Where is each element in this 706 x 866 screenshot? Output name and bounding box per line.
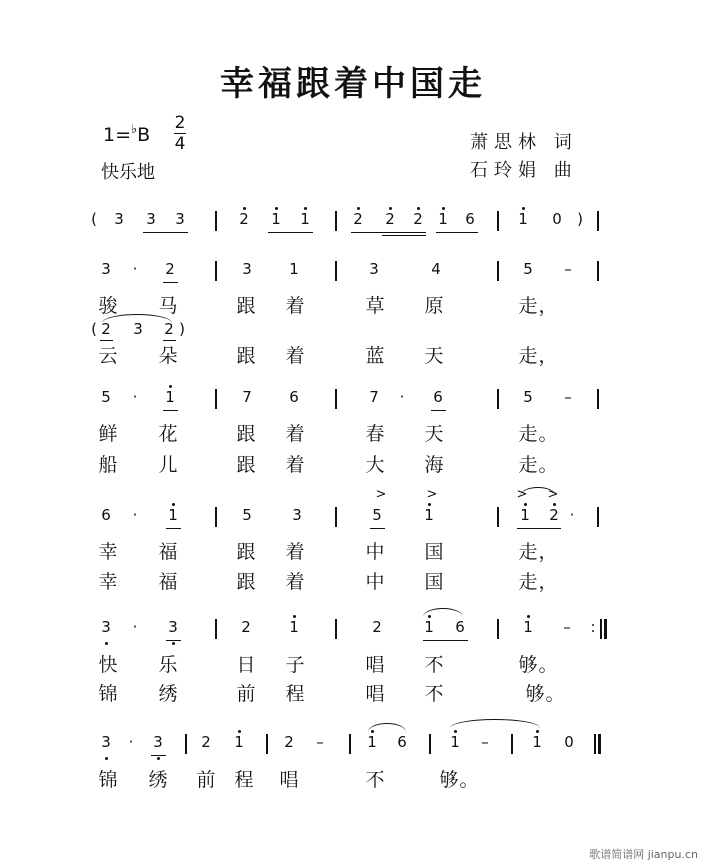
lyric-char: 海: [424, 454, 444, 476]
accent-mark: >: [375, 487, 387, 502]
thick-bar-line: [604, 619, 607, 639]
note: 1: [424, 506, 434, 524]
high-dot: [357, 207, 360, 210]
low-dot: [105, 642, 108, 645]
underline: [163, 282, 178, 283]
note: –: [564, 388, 572, 406]
bar-line: [511, 734, 513, 754]
bar-line: [215, 507, 217, 527]
underline: [351, 232, 426, 233]
lyric-char: 天: [424, 345, 444, 367]
bar-line: [335, 389, 337, 409]
note: 0: [552, 210, 562, 228]
slur: [450, 719, 540, 728]
note: 5: [242, 506, 252, 524]
note: (: [91, 320, 97, 338]
lyric-char: 程: [285, 683, 305, 705]
note: ·: [132, 388, 138, 406]
lyric-line-1: [0, 291, 706, 321]
lyric-char: 幸: [98, 571, 118, 593]
high-dot: [442, 207, 445, 210]
bar-line: [597, 389, 599, 409]
high-dot: [536, 730, 539, 733]
underline: [163, 410, 178, 411]
lyric-char: 跟: [236, 454, 256, 476]
note: 1: [289, 618, 299, 636]
slur: [423, 608, 463, 617]
note: 6: [289, 388, 299, 406]
note: 2: [372, 618, 382, 636]
bar-line: [335, 507, 337, 527]
lyric-char: ，: [538, 541, 558, 563]
underline: [436, 232, 478, 233]
bar-line: [597, 211, 599, 231]
lyric-line-5: [0, 537, 706, 567]
note: ·: [132, 618, 138, 636]
bar-line: [335, 619, 337, 639]
lyric-char: 。: [538, 654, 558, 676]
note: ·: [132, 260, 138, 278]
lyric-line-9: [0, 765, 706, 795]
lyric-line-7: [0, 650, 706, 680]
lyric-char: 走: [518, 295, 538, 317]
thick-bar-line: [598, 734, 601, 754]
note: ): [577, 210, 583, 228]
note: 3: [133, 320, 143, 338]
lyric-char: 原: [424, 295, 444, 317]
lyric-char: 中: [365, 571, 385, 593]
lyric-char: 跟: [236, 571, 256, 593]
note: –: [563, 618, 571, 636]
lyric-char: 走: [518, 423, 538, 445]
note: 2: [201, 733, 211, 751]
lyric-char: 天: [424, 423, 444, 445]
bar-line: [429, 734, 431, 754]
accent-marks: [0, 487, 706, 505]
lyric-char: 走: [518, 454, 538, 476]
note: 1: [234, 733, 244, 751]
note: 1: [438, 210, 448, 228]
lyric-char: 日: [236, 654, 256, 676]
lyric-char: 乐: [158, 654, 178, 676]
lyric-char: 草: [365, 295, 385, 317]
underline: [143, 232, 188, 233]
underline: [431, 410, 446, 411]
note: 7: [369, 388, 379, 406]
lyric-line-6: [0, 567, 706, 597]
lyric-char: 国: [424, 541, 444, 563]
note: 2: [413, 210, 423, 228]
lyric-char: 不: [365, 769, 385, 791]
note: 1: [532, 733, 542, 751]
high-dot: [293, 615, 296, 618]
high-dot: [243, 207, 246, 210]
lyric-char: 着: [285, 423, 305, 445]
lyric-char: 春: [365, 423, 385, 445]
note: 1: [450, 733, 460, 751]
bar-line: [266, 734, 268, 754]
note: 5: [101, 388, 111, 406]
lyric-char: 子: [285, 654, 305, 676]
lyric-char: ，: [538, 295, 558, 317]
bar-line: [215, 211, 217, 231]
note: 6: [397, 733, 407, 751]
high-dot: [454, 730, 457, 733]
lyric-char: 不: [424, 683, 444, 705]
underline: [166, 640, 181, 641]
note: 1: [520, 506, 530, 524]
time-signature: [173, 113, 187, 154]
meter-bottom: 4: [174, 134, 186, 154]
accent-mark: >: [516, 487, 528, 502]
lyric-char: 国: [424, 571, 444, 593]
lyric-char: 福: [158, 541, 178, 563]
high-dot: [238, 730, 241, 733]
note: 0: [564, 733, 574, 751]
note: 1: [300, 210, 310, 228]
note: 7: [242, 388, 252, 406]
note: 2: [101, 320, 111, 338]
note: 2: [549, 506, 559, 524]
lyric-char: 锦: [98, 769, 118, 791]
slur: [368, 723, 406, 732]
note: 3: [369, 260, 379, 278]
lyric-line-2: [0, 341, 706, 371]
lyric-char: ，: [538, 571, 558, 593]
lyric-char: 跟: [236, 423, 256, 445]
lyric-char: 唱: [279, 769, 299, 791]
lyric-char: 跟: [236, 345, 256, 367]
lyric-char: 。: [545, 683, 565, 705]
note: 2: [241, 618, 251, 636]
lyric-char: 前: [196, 769, 216, 791]
underline: [268, 232, 313, 233]
bar-line: [497, 389, 499, 409]
high-dot: [553, 503, 556, 506]
bar-line: [497, 619, 499, 639]
note: ·: [569, 506, 575, 524]
underline: [166, 528, 181, 529]
underline: [151, 755, 166, 756]
high-dot: [389, 207, 392, 210]
note: 5: [372, 506, 382, 524]
lyric-char: 走: [518, 345, 538, 367]
note: 2: [165, 260, 175, 278]
flat-sign: ♭: [131, 122, 138, 137]
lyric-char: 锦: [98, 683, 118, 705]
tempo-marking: 快乐地: [101, 162, 155, 183]
note: ): [179, 320, 185, 338]
meter-top: 2: [174, 113, 186, 133]
song-title: 幸福跟着中国走: [220, 64, 486, 104]
key-note: B: [137, 124, 151, 146]
underline: [423, 640, 468, 641]
note: 3: [175, 210, 185, 228]
lyric-char: 儿: [158, 454, 178, 476]
lyric-char: 着: [285, 454, 305, 476]
lyric-char: ，: [538, 345, 558, 367]
lyric-char: 中: [365, 541, 385, 563]
note: 2: [164, 320, 174, 338]
note: 2: [353, 210, 363, 228]
lyric-char: 着: [285, 541, 305, 563]
lyric-char: 花: [158, 423, 178, 445]
note: 1: [168, 506, 178, 524]
high-dot: [275, 207, 278, 210]
note: –: [564, 260, 572, 278]
composer-credit: 石玲娟 曲: [470, 160, 578, 181]
underline: [382, 235, 426, 236]
note: 1: [271, 210, 281, 228]
bar-line: [185, 734, 187, 754]
note: 3: [292, 506, 302, 524]
note: 3: [114, 210, 124, 228]
lyric-char: 船: [98, 454, 118, 476]
note: 5: [523, 260, 533, 278]
lyric-char: 唱: [365, 683, 385, 705]
note: 2: [239, 210, 249, 228]
note: 5: [523, 388, 533, 406]
bar-line: [497, 261, 499, 281]
lyric-char: 绣: [148, 769, 168, 791]
note: 3: [153, 733, 163, 751]
note: ·: [132, 506, 138, 524]
note: 1: [165, 388, 175, 406]
note: 6: [465, 210, 475, 228]
bar-line: [597, 507, 599, 527]
key-signature: [103, 122, 150, 146]
lyric-char: 着: [285, 345, 305, 367]
lyric-char: 。: [459, 769, 479, 791]
lyric-char: 程: [234, 769, 254, 791]
lyric-char: 够: [439, 769, 459, 791]
low-dot: [157, 757, 160, 760]
accent-mark: >: [426, 487, 438, 502]
note: 2: [284, 733, 294, 751]
bar-line: [600, 619, 602, 639]
lyric-char: 跟: [236, 295, 256, 317]
lyric-char: 朵: [158, 345, 178, 367]
bar-line: [349, 734, 351, 754]
note: 6: [455, 618, 465, 636]
bar-line: [215, 619, 217, 639]
note: –: [481, 733, 489, 751]
lyric-char: 云: [98, 345, 118, 367]
high-dot: [169, 385, 172, 388]
lyric-char: 绣: [158, 683, 178, 705]
lyric-char: 快: [98, 654, 118, 676]
note: 2: [385, 210, 395, 228]
lyric-line-3: [0, 419, 706, 449]
lyric-char: 够: [518, 654, 538, 676]
note: 1: [289, 260, 299, 278]
high-dot: [524, 503, 527, 506]
bar-line: [215, 261, 217, 281]
lyric-char: 马: [158, 295, 178, 317]
high-dot: [172, 503, 175, 506]
note: 4: [431, 260, 441, 278]
underline: [370, 528, 385, 529]
note: 3: [101, 733, 111, 751]
lyric-char: 走: [518, 571, 538, 593]
bar-line: [335, 211, 337, 231]
note: 1: [518, 210, 528, 228]
low-dot: [105, 757, 108, 760]
bar-line: [497, 211, 499, 231]
note: 3: [242, 260, 252, 278]
lyric-char: 够: [525, 683, 545, 705]
lyric-char: 前: [236, 683, 256, 705]
note: 1: [424, 618, 434, 636]
note: (: [91, 210, 97, 228]
note: 6: [433, 388, 443, 406]
accent-mark: >: [547, 487, 559, 502]
bar-line: [497, 507, 499, 527]
note: 3: [168, 618, 178, 636]
note: ·: [128, 733, 134, 751]
repeat-dots: :: [590, 618, 596, 636]
lyric-char: 着: [285, 295, 305, 317]
high-dot: [428, 503, 431, 506]
lyricist-credit: 萧思林 词: [470, 132, 578, 153]
lyric-char: 走: [518, 541, 538, 563]
notation-row-intro: [0, 210, 706, 250]
lyric-char: 着: [285, 571, 305, 593]
bar-line: [594, 734, 596, 754]
lyric-char: 唱: [365, 654, 385, 676]
bar-line: [597, 261, 599, 281]
lyric-char: 鲜: [98, 423, 118, 445]
note: 6: [101, 506, 111, 524]
lyric-line-4: [0, 450, 706, 480]
note: 3: [101, 260, 111, 278]
high-dot: [522, 207, 525, 210]
key-prefix: 1=: [103, 124, 132, 146]
high-dot: [417, 207, 420, 210]
lyric-char: 大: [365, 454, 385, 476]
bar-line: [215, 389, 217, 409]
lyric-char: 不: [424, 654, 444, 676]
note: –: [316, 733, 324, 751]
note: ·: [399, 388, 405, 406]
low-dot: [172, 642, 175, 645]
watermark: 歌谱简谱网 jianpu.cn: [589, 848, 698, 861]
lyric-line-8: [0, 679, 706, 709]
lyric-char: 跟: [236, 541, 256, 563]
lyric-char: 。: [538, 423, 558, 445]
lyric-char: 蓝: [365, 345, 385, 367]
lyric-char: 骏: [98, 295, 118, 317]
bar-line: [335, 261, 337, 281]
lyric-char: 幸: [98, 541, 118, 563]
note: 3: [101, 618, 111, 636]
note: 1: [523, 618, 533, 636]
underline: [517, 528, 561, 529]
high-dot: [304, 207, 307, 210]
lyric-char: 。: [538, 454, 558, 476]
note: 1: [367, 733, 377, 751]
lyric-char: 福: [158, 571, 178, 593]
high-dot: [527, 615, 530, 618]
note: 3: [146, 210, 156, 228]
